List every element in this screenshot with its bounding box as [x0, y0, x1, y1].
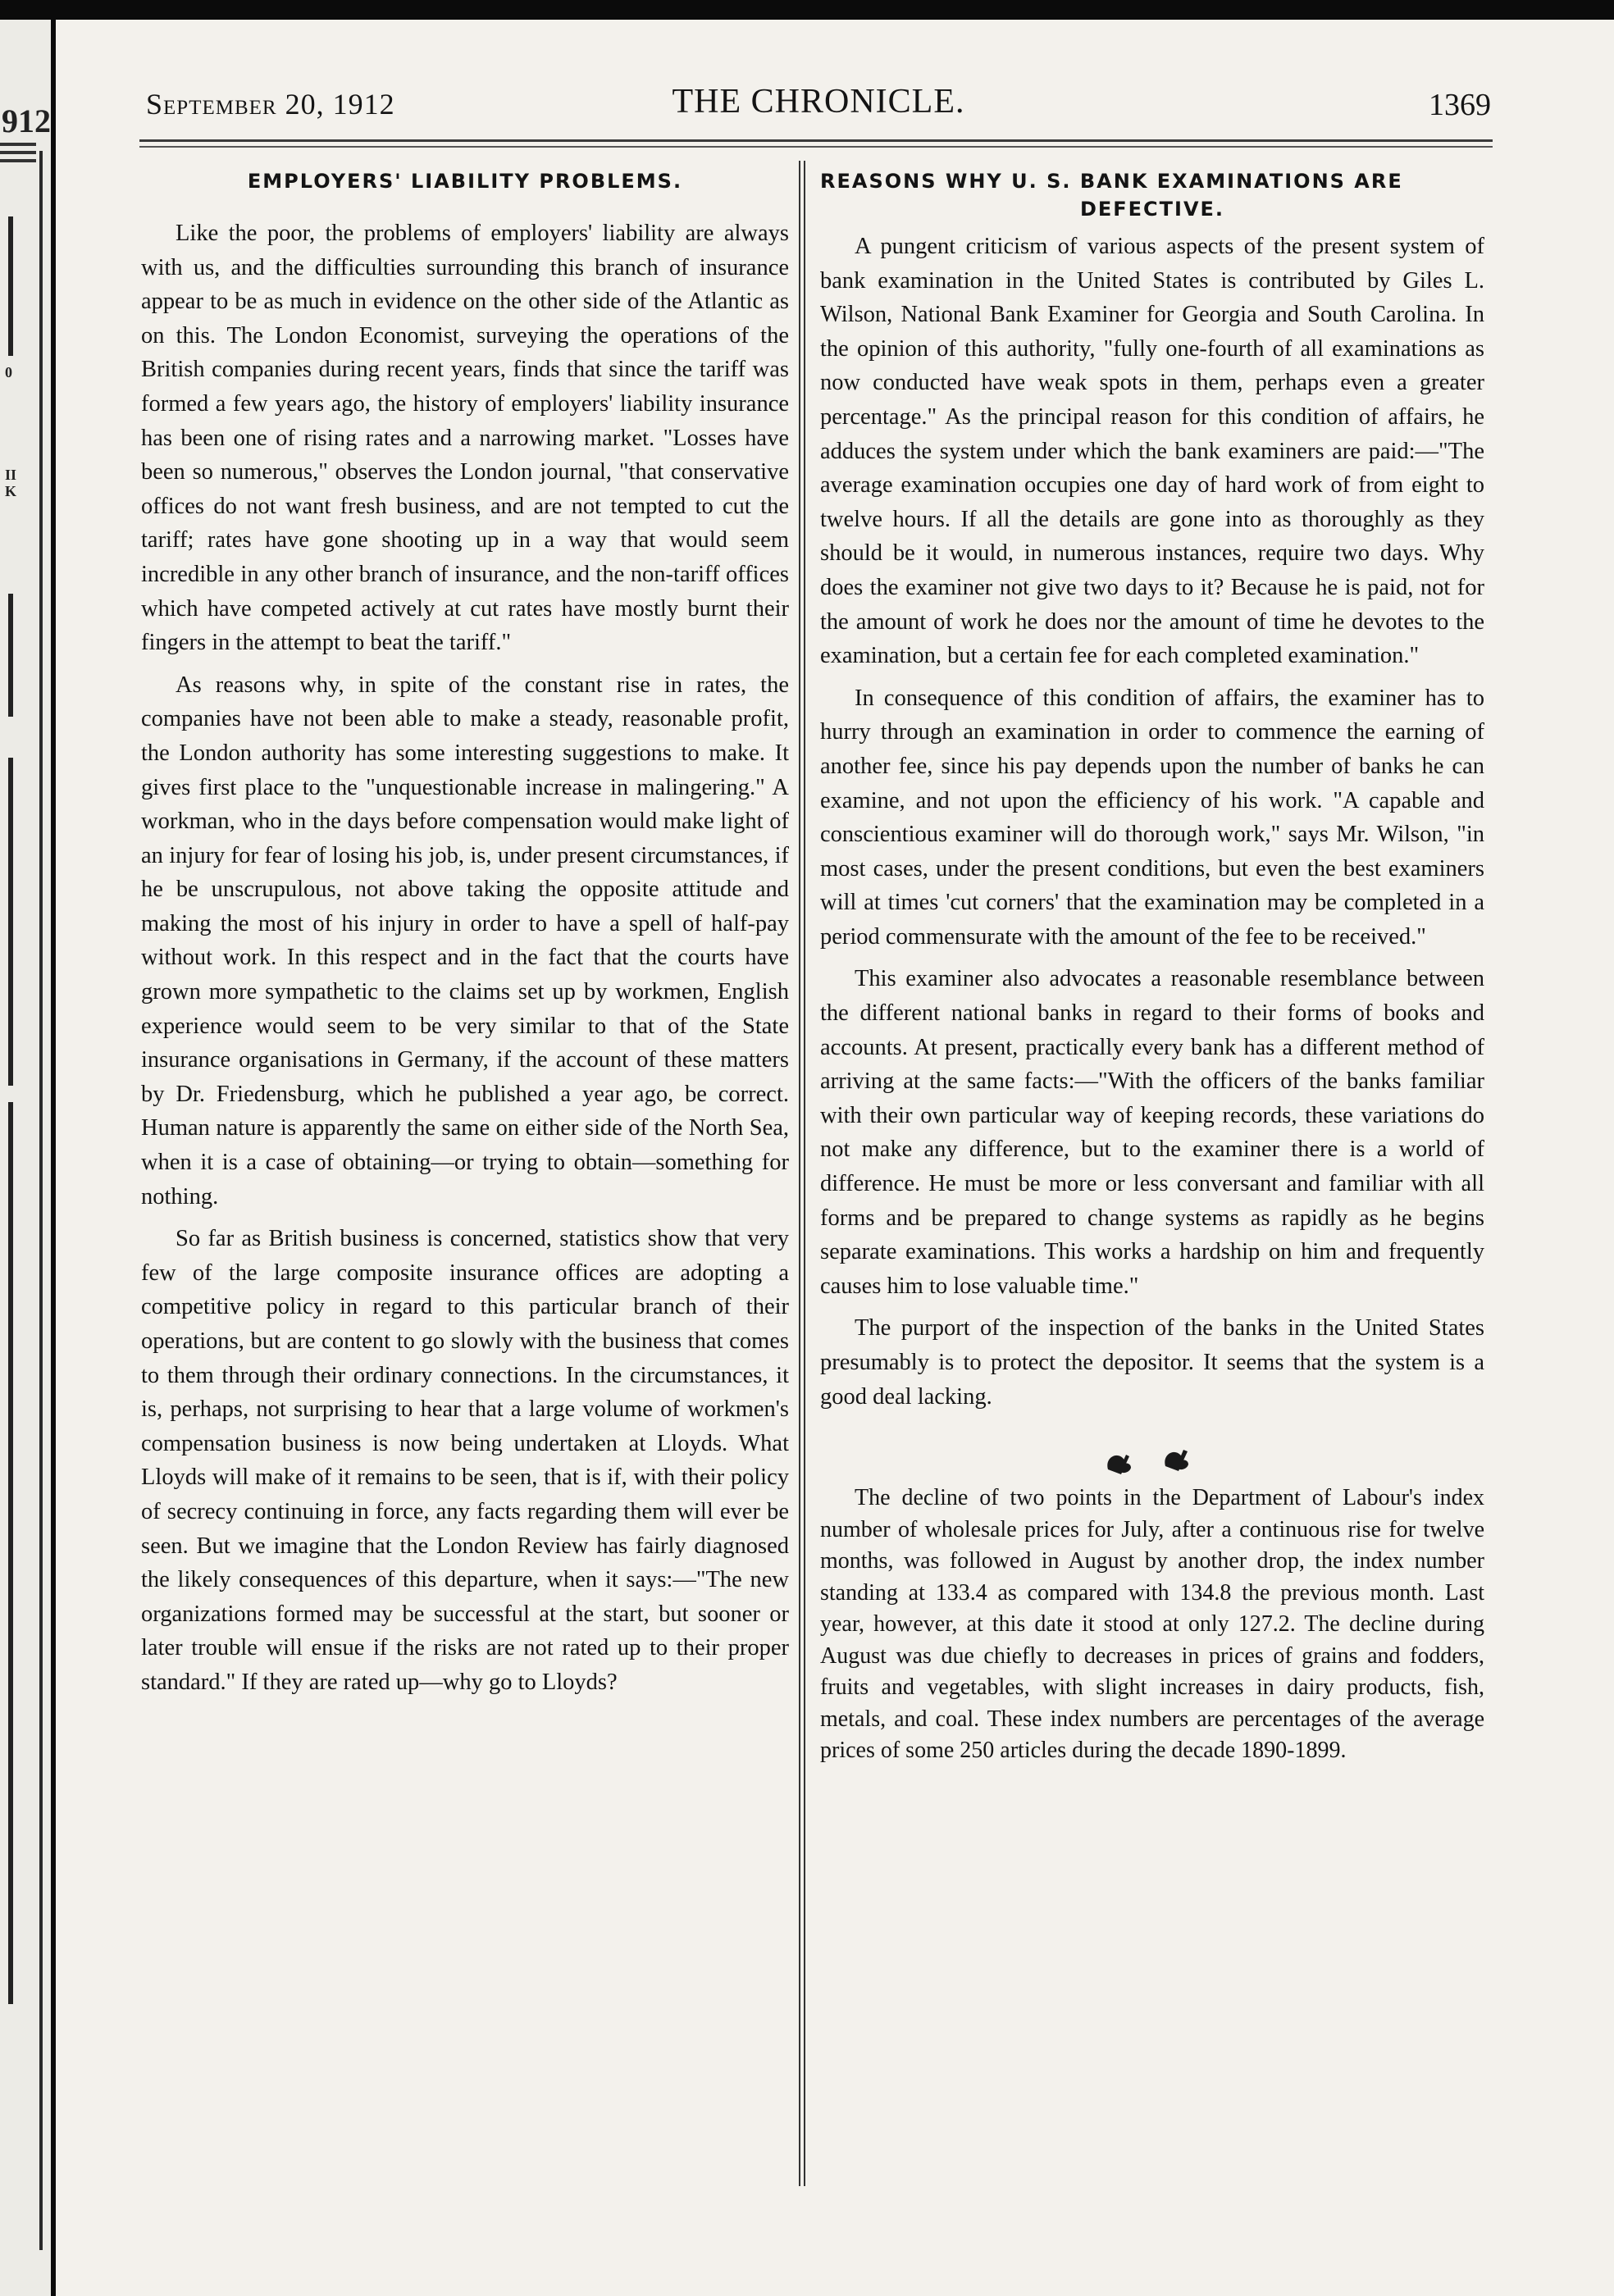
header-rule: [139, 139, 1493, 142]
fragment-rule: [0, 151, 36, 154]
fragment-column-bar: [8, 758, 13, 1086]
running-head: [146, 79, 1491, 128]
column-divider: [804, 161, 805, 2186]
fragment-char: 0: [5, 364, 12, 380]
fragment-column-bar: [8, 1102, 13, 2004]
article-paragraph: So far as British business is concerned, statistics show that very few of the large composite insurance offices are adopting a competitive policy in regard to this particular branch of their operations, but are content to go slowly with the business that comes to them through their ordinary connections. In the circumstances, it is, perhaps, not surprising to hear that a large volume of workmen's compensation business is now being undertaken at Lloyds. What Lloyds will make of it remains to be seen, that is if, with their policy of secrecy continuing in force, any facts regarding them will ever be seen. But we imagine that the London Review has fairly diagnosed the likely consequences of this departure, when it says:—"The new organizations formed may be successful at the start, but sooner or later trouble will ensue if the risks are not rated up to their proper standard." If they are rated up—why go to Lloyds?: [141, 1226, 789, 1695]
article-heading-line: REASONS WHY U. S. BANK EXAMINATIONS ARE: [820, 170, 1403, 193]
issue-date: September 20, 1912: [146, 88, 395, 121]
article-heading-line: DEFECTIVE.: [1079, 198, 1225, 221]
leaf-ornament-icon: [1103, 1433, 1210, 1478]
page-number: 1369: [1429, 88, 1491, 122]
fragment-char: II: [5, 467, 17, 483]
article-paragraph: This examiner also advocates a reasonable resemblance between the different national banks in regard to their forms of books and accounts. At present, practically every bank has a different method of arriving at the same facts:—"With the officers of the banks familiar with their own particular way of keeping records, these variations do not make any difference, but to the examiner there is a world of difference. He must be more or less conversant and familiar with all forms and be prepared to change systems as rapidly as he begins separate examinations. This works a hardship on him and frequently causes him to lose valuable time.": [820, 966, 1484, 1299]
publication-title: THE CHRONICLE.: [672, 83, 965, 121]
fragment-column-bar: [8, 594, 13, 717]
section-divider-ornament: [820, 1433, 1484, 1478]
article-paragraph: Like the poor, the problems of employers' liability are always with us, and the difficulties surrounding this branch of insurance appear to be as much in evidence on the other side of the Atlantic as on this. The London Economist, surveying the operations of the British companies during recent years, finds that since the tariff was formed a few years ago, the history of employers' liability insurance has been one of rising rates and a narrowing market. "Losses have been so numerous," observes the London journal, "that conservative offices do not want fresh business, and are not tempted to cut the tariff; rates have gone shooting up in a way that would seem incredible in any other branch of insurance, and the non-tariff offices which have competed actively at cut rates have mostly burnt their fingers in the attempt to beat the tariff.": [141, 221, 789, 656]
header-rule: [139, 146, 1493, 148]
article-paragraph: A pungent criticism of various aspects of the present system of bank examination in the United States is contributed by Giles L. Wilson, National Bank Examiner for Georgia and South Carolina. In the opinion of this authority, "fully one-fourth of all examinations as now conducted have weak spots in them, perhaps even a greater percentage." As the principal reason for this condition of affairs, he adduces the system under which the bank examiners are paid:—"The average examination occupies one day of hard work of from eight to twelve hours. If all the details are gone into as thoroughly as they should be it would, in numerous instances, require two days. Why does the examiner not give two days to it? Because he is paid, not for the amount of work he does nor the amount of time he devotes to the examination, but a certain fee for each completed examination.": [820, 234, 1484, 669]
fragment-rule: [0, 159, 36, 162]
article-paragraph: The purport of the inspection of the banks in the United States presumably is to protect the depositor. It seems that the system is a good deal lacking.: [820, 1315, 1484, 1410]
previous-page-number: 912: [2, 102, 51, 139]
fragment-rule: [0, 143, 36, 146]
column-divider: [799, 161, 800, 2186]
previous-page-fragment: [0, 20, 51, 2296]
fragment-edge-line: [39, 151, 43, 2250]
article-paragraph: As reasons why, in spite of the constant rise in rates, the companies have not been able to make a steady, reasonable profit, the London authority has some interesting suggestions to make. It gives first place to the "unquestionable increase in malingering." A workman, who in the days before compensation would make light of an injury for fear of losing his job, is, under present circumstances, if he be unscrupulous, not above taking the opposite attitude and making the most of his injury in order to have a spell of half-pay without work. In this respect and in the fact that the courts have grown more sympathetic to the claims set up by workmen, English experience would seem to be very similar to that of the State insurance organisations in Germany, if the account of these matters by Dr. Friedensburg, which he published a year ago, be correct. Human nature is apparently the same on either side of the North Sea, when it is a case of obtaining—or trying to obtain—something for nothing.: [141, 672, 789, 1210]
left-column: [141, 167, 789, 1708]
right-column: [820, 167, 1484, 1775]
article-heading: [820, 167, 1484, 223]
article-paragraph: In consequence of this condition of affairs, the examiner has to hurry through an examination in order to commence the earning of another fee, since his pay depends upon the number of banks he can examine, and not upon the efficiency of his work. "A capable and conscientious examiner will do thorough work," says Mr. Wilson, "in most cases, under the present conditions, but even the best examiners will at times 'cut corners' that the examination may be completed in a period commensurate with the amount of the fee to be received.": [820, 685, 1484, 950]
fragment-column-bar: [8, 216, 13, 356]
fragment-char: K: [5, 483, 17, 499]
news-note-paragraph: The decline of two points in the Department of Labour's index number of wholesale prices for July, after a continuous rise for twelve months, was followed in August by another drop, the index number standing at 133.4 as compared with 134.8 the previous month. Last year, however, at this date it stood at only 127.2. The decline during August was due chiefly to decreases in prices of grains and fodders, fruits and vegetables, with slight increases in dairy products, fish, metals, and coal. These index numbers are percentages of the average prices of some 250 articles during the decade 1890-1899.: [820, 1485, 1484, 1764]
article-heading: EMPLOYERS' LIABILITY PROBLEMS.: [247, 170, 683, 193]
